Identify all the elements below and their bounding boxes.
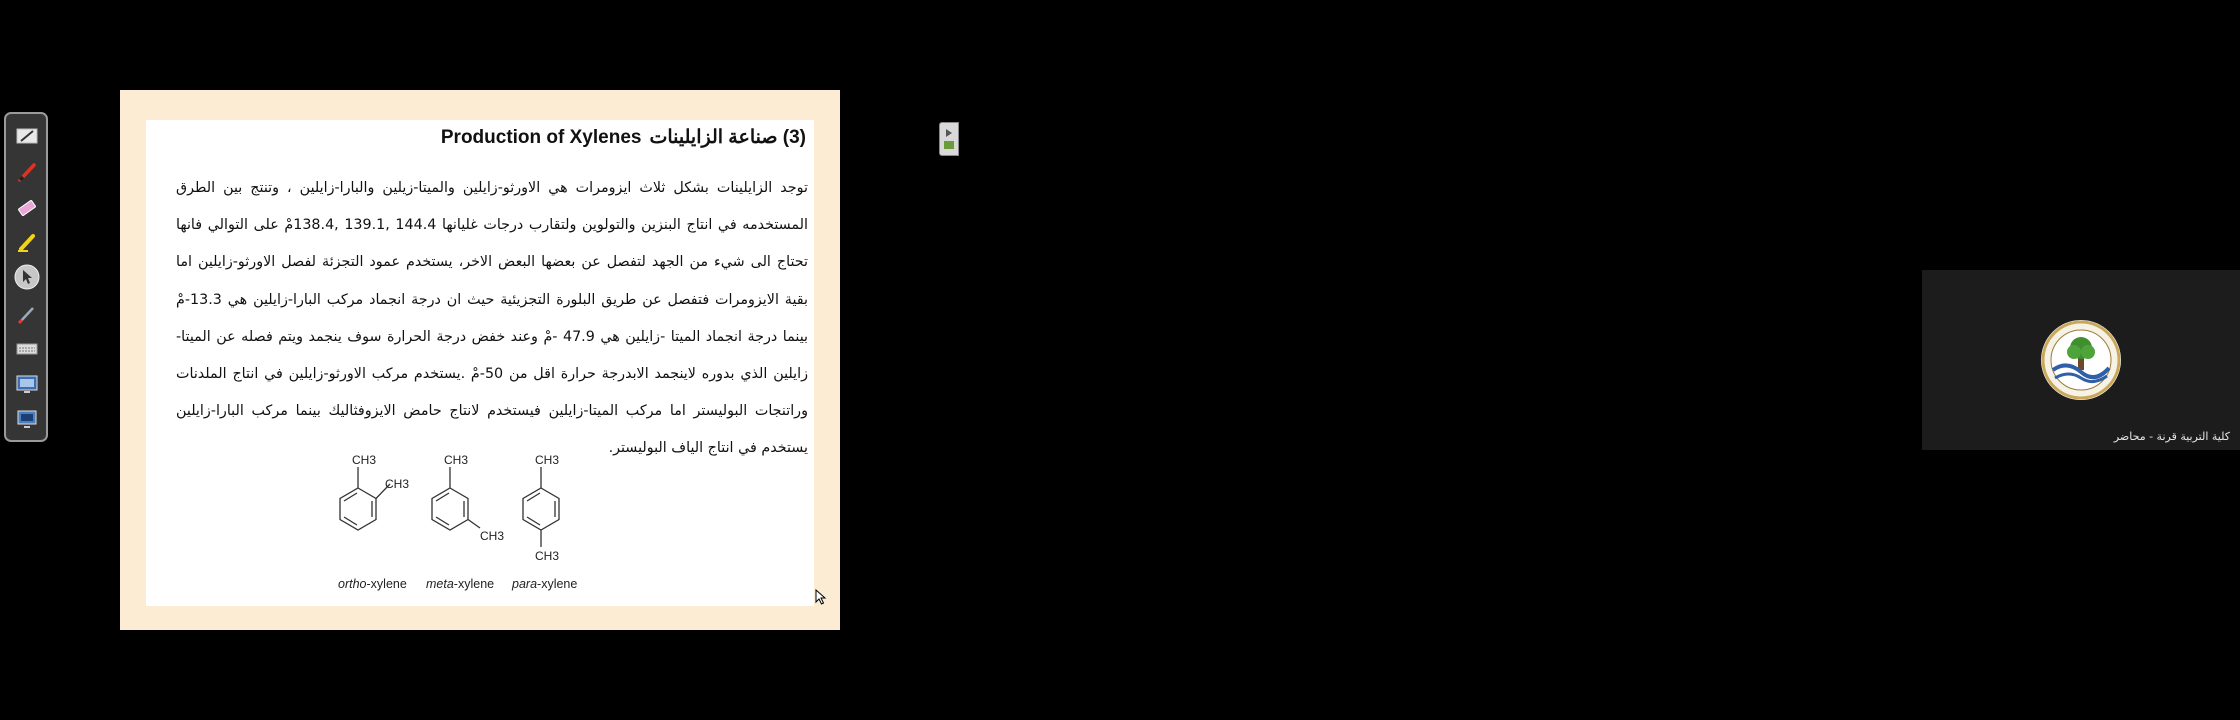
keyboard-icon[interactable] bbox=[12, 335, 42, 363]
svg-text:ortho-xylene bbox=[338, 577, 407, 591]
para-xylene-structure bbox=[511, 453, 577, 591]
highlighter-icon[interactable] bbox=[12, 228, 42, 256]
slide bbox=[146, 120, 814, 606]
ortho-name-suffix: -xylene bbox=[366, 577, 407, 591]
ortho-name-prefix: ortho bbox=[338, 577, 367, 591]
slide-paragraph: توجد الزايلينات بشكل ثلاث ايزومرات هي الاورثو-زايلين والميتا-زيلين والبارا-زايلين ، وتنتج بين الطرق المستخدمه في انتاج البنزين والتولوين ولتقارب درجات غليانها 144.4 ,139.1 ,138.4مْ على التوالي فانها تحتاج الى شيء من الجهد لتفصل عن بعضها البعض الاخر، يستخدم عمود التجزئة لفصل الاورثو-زايلين اما بقية الايزومرات فتفصل عن طريق البلورة التجزيئية حيث ان درجة انجماد مركب البارا-زايلين هي 13.3-مْ بينما درجة انجماد الميتا -زايلين هي 47.9 -مْ وعند خفض درجة الحرارة سوف ينجمد ويتم فصله عن الميتا-زايلين الذي بدوره لاينجمد الابدرجة حرارة اقل من 50-مْ .يستخدم مركب الاورثو-زايلين في انتاج الملدنات وراتنجات البوليستر اما مركب الميتا-زايلين فيستخدم لانتاج حامض الايزوفثاليك بينما مركب البارا-زايلين يستخدم في انتاج الياف البوليستر. bbox=[176, 180, 808, 457]
ortho-xylene-structure bbox=[338, 453, 409, 591]
college-logo bbox=[2041, 320, 2121, 400]
para-name-prefix: para bbox=[512, 577, 538, 591]
panel-toggle-icon bbox=[940, 123, 958, 155]
slide-title-en: Production of Xylenes bbox=[440, 127, 642, 148]
meta-name-prefix: meta bbox=[426, 577, 454, 591]
para-ch3-top: CH3 bbox=[535, 453, 560, 467]
red-pen-icon[interactable] bbox=[12, 158, 42, 186]
meta-xylene-structure bbox=[426, 453, 504, 591]
shared-screen bbox=[0, 0, 960, 720]
para-name-suffix: -xylene bbox=[537, 577, 578, 591]
laser-pen-icon[interactable] bbox=[12, 300, 42, 328]
ortho-ch3-top: CH3 bbox=[352, 453, 377, 467]
eraser-icon[interactable] bbox=[12, 193, 42, 221]
presenter-name: كلية التربية قرنة - محاضر bbox=[2113, 430, 2230, 443]
slide-panel-toggle[interactable] bbox=[939, 122, 959, 156]
xylene-structures bbox=[326, 453, 606, 608]
para-ch3-bottom: CH3 bbox=[535, 549, 560, 563]
slide-body bbox=[176, 170, 808, 468]
screen-icon[interactable] bbox=[12, 370, 42, 398]
svg-text:meta-xylene bbox=[426, 577, 494, 591]
monitor-icon[interactable] bbox=[12, 405, 42, 433]
svg-text:para-xylene bbox=[511, 577, 577, 591]
slide-frame bbox=[120, 90, 840, 630]
pen-tool-icon[interactable] bbox=[12, 122, 42, 150]
slide-title bbox=[441, 126, 806, 149]
meta-ch3-top: CH3 bbox=[444, 453, 469, 467]
annotation-toolbar bbox=[4, 112, 48, 442]
meta-ch3-side: CH3 bbox=[480, 529, 505, 543]
pointer-icon[interactable] bbox=[12, 263, 42, 291]
meta-name-suffix: -xylene bbox=[453, 577, 495, 591]
presenter-video-tile[interactable] bbox=[1922, 270, 2240, 450]
participants-panel bbox=[960, 0, 2230, 720]
slide-title-ar: (3) صناعة الزايلينات bbox=[649, 127, 806, 148]
mouse-cursor-icon bbox=[815, 589, 827, 605]
ortho-ch3-side: CH3 bbox=[385, 477, 410, 491]
